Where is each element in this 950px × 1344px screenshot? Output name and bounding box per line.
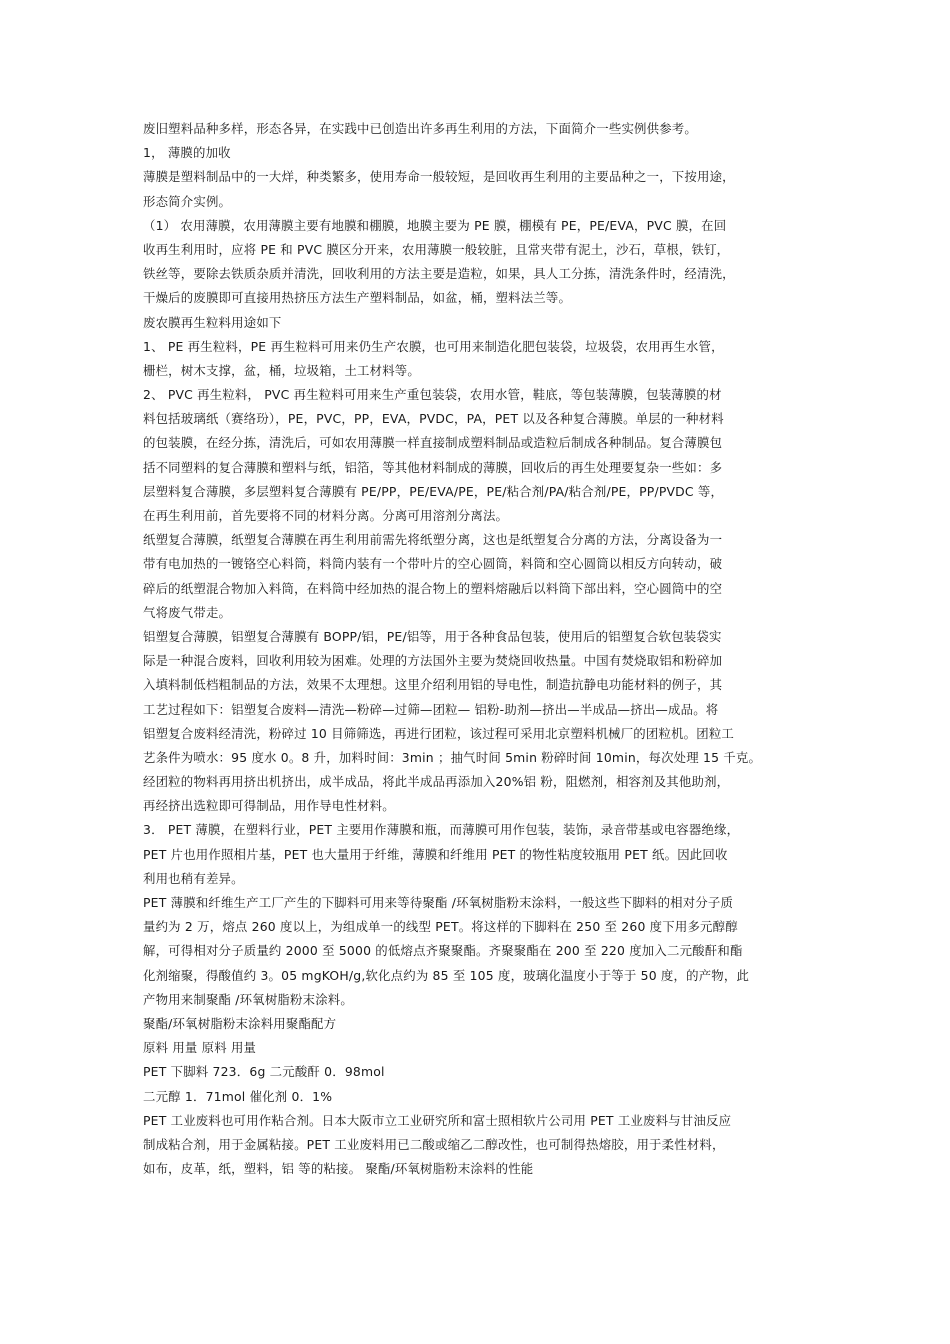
text-line: 栅栏，树木支撑，盆，桶，垃圾箱，土工材料等。 [143, 362, 420, 378]
text-line: 收再生利用时，应将 PE 和 PVC 膜区分开来，农用薄膜一般较脏，且常夹带有泥土，沙石，草根，铁钉， [143, 241, 730, 257]
text-line: 1， 薄膜的加收 [143, 145, 231, 161]
text-line: 形态简介实例。 [143, 193, 232, 209]
text-line: （1） 农用薄膜，农用薄膜主要有地膜和棚膜，地膜主要为 PE 膜，棚模有 PE，PE/EVA，PVC 膜，在回 [143, 217, 727, 233]
text-line: 制成粘合剂，用于金属粘接。PET 工业废料用已二酸或缩乙二醇改性，也可制得热熔胶，用于柔性材料， [143, 1136, 725, 1152]
text-line: 际是一种混合废料，回收利用较为困难。处理的方法国外主要为焚烧回收热量。中国有焚烧取铝和粉碎加 [143, 653, 723, 669]
text-line: 1、 PE 再生粒料，PE 再生粒料可用来仍生产农膜，也可用来制造化肥包装袋，垃圾袋，农用再生水管， [143, 338, 724, 354]
text-line: PET 下脚料 723．6g 二元酸酐 0．98mol [143, 1064, 385, 1080]
text-line: 气将废气带走。 [143, 604, 232, 620]
text-line: 的包装膜，在经分拣，清洗后，可如农用薄膜一样直接制成塑料制品或造粒后制成各种制品。复合薄膜包 [143, 435, 723, 451]
text-line: 利用也稍有差异。 [143, 870, 244, 886]
text-line: PET 薄膜和纤维生产工厂产生的下脚料可用来等待聚酯 /环氧树脂粉末涂料，一般这些下脚料的相对分子质 [143, 895, 734, 910]
text-line: 再经挤出选粒即可得制品，用作导电性材料。 [143, 798, 395, 814]
text-line: 工艺过程如下：铝塑复合废料—清洗—粉碎—过筛—团粒— 铝粉-助剂—挤出—半成品—挤出—成品。将 [143, 701, 719, 717]
text-line: 原料 用量 原料 用量 [143, 1040, 257, 1056]
text-line: 量约为 2 万，熔点 260 度以上，为组成单一的线型 PET。将这样的下脚料在 250 至 260 度下用多元醇醇 [143, 919, 738, 935]
text-line: 如布，皮革，纸，塑料，铝 等的粘接。 聚酯/环氧树脂粉末涂料的性能 [143, 1161, 534, 1177]
text-line: 解，可得相对分子质量约 2000 至 5000 的低熔点齐聚聚酯。齐聚聚酯在 200 至 220 度加入二元酸酐和酯 [143, 943, 743, 959]
text-line: 薄膜是塑料制品中的一大烊，种类繁多，使用寿命一般较短，是回收再生利用的主要品种之一，下按用途， [143, 169, 735, 185]
text-line: 入填料制低档粗制品的方法，效果不太理想。这里介绍利用铝的导电性，制造抗静电功能材料的例子，其 [143, 677, 723, 693]
text-line: 聚酯/环氧树脂粉末涂料用聚酯配方 [143, 1015, 337, 1031]
document-body [143, 117, 811, 1181]
text-line: 废旧塑料品种多样，形态各异，在实践中已创造出许多再生利用的方法，下面简介一些实例供参考。 [143, 121, 697, 136]
text-line: 层塑料复合薄膜，多层塑料复合薄膜有 PE/PP，PE/EVA/PE，PE/粘合剂/PA/粘合剂/PE，PP/PVDC 等， [143, 483, 724, 499]
text-line: 2、 PVC 再生粒料， PVC 再生粒料可用来生产重包装袋，农用水管，鞋底，等包装薄膜，包装薄膜的材 [143, 387, 722, 403]
text-line: 括不同塑料的复合薄膜和塑料与纸，铝箔，等其他材料制成的薄膜，回收后的再生处理要复杂一些如：多 [143, 459, 723, 475]
text-line: PET 片也用作照相片基，PET 也大量用于纤维，薄膜和纤维用 PET 的物性粘度较瓶用 PET 纸。因此回收 [143, 846, 728, 862]
text-line: 铝塑复合废料经清洗，粉碎过 10 目筛筛选，再进行团粒，该过程可采用北京塑料机械厂的团粒机。团粒工 [143, 725, 735, 741]
text-line: 在再生利用前，首先要将不同的材料分离。分离可用溶剂分离法。 [143, 508, 509, 523]
text-line: 带有电加热的一镀铬空心料筒，料筒内装有一个带叶片的空心圆筒，料筒和空心圆筒以相反方向转动，破 [143, 556, 723, 572]
text-line: 二元醇 1．71mol 催化剂 0．1% [143, 1088, 333, 1104]
text-line: 艺条件为喷水：95 度水 0。8 升，加料时间：3min ；抽气时间 5min 粉碎时间 10min，每次处理 15 千克。 [143, 749, 762, 765]
text-line: 铝塑复合薄膜，铝塑复合薄膜有 BOPP/铝，PE/铝等，用于各种食品包装，使用后的铝塑复合软包装袋实 [143, 628, 722, 644]
text-line: 纸塑复合薄膜，纸塑复合薄膜在再生利用前需先将纸塑分离，这也是纸塑复合分离的方法，分离设备为一 [143, 532, 723, 548]
text-line: 铁丝等，要除去铁质杂质并清洗，回收利用的方法主要是造粒，如果，具人工分拣，清洗条件时，经清洗， [143, 266, 735, 282]
text-line: 干燥后的废膜即可直接用热挤压方法生产塑料制品，如盆，桶，塑料法兰等。 [143, 290, 572, 306]
text-line: 产物用来制聚酯 /环氧树脂粉末涂料。 [143, 991, 353, 1007]
text-line: 碎后的纸塑混合物加入料筒，在料筒中经加热的混合物上的塑料熔融后以料筒下部出料，空心圆筒中的空 [143, 580, 723, 596]
text-line: 3． PET 薄膜，在塑料行业，PET 主要用作薄膜和瓶，而薄膜可用作包装，装饰，录音带基或电容器绝缘， [143, 822, 740, 838]
text-line: 经团粒的物料再用挤出机挤出，成半成品，将此半成品再添加入20%铝 粉，阻燃剂，相容剂及其他助剂， [143, 774, 730, 790]
text-line: PET 工业废料也可用作粘合剂。日本大阪市立工业研究所和富士照相软片公司用 PET 工业废料与甘油反应 [143, 1112, 732, 1128]
text-line: 废农膜再生粒料用途如下 [143, 314, 282, 330]
text-line: 料包括玻璃纸（赛络玢），PE，PVC，PP，EVA，PVDC，PA，PET 以及各种复合薄膜。单层的一种材料 [143, 411, 724, 427]
text-line: 化剂缩聚，得酸值约 3。05 mgKOH/g,软化点约为 85 至 105 度，玻璃化温度小于等于 50 度，的产物，此 [143, 967, 750, 983]
